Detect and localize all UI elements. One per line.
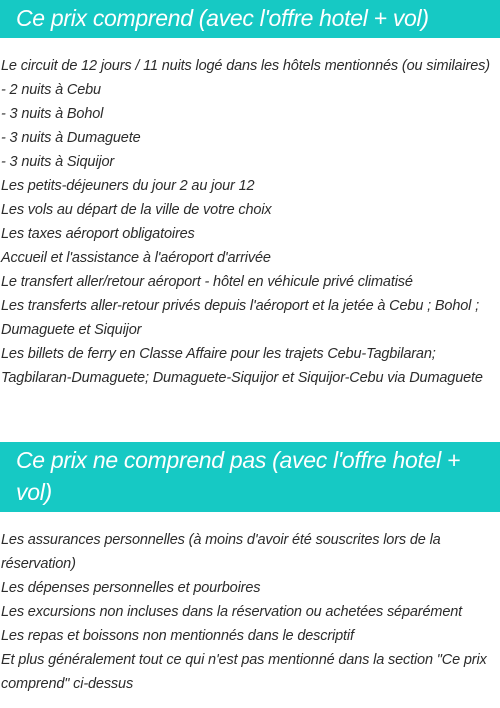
list-item: Les vols au départ de la ville de votre choix <box>1 202 272 218</box>
list-item: - 3 nuits à Dumaguete <box>1 130 141 146</box>
section-included-title: Ce prix comprend (avec l'offre hotel + vol) <box>0 0 500 38</box>
list-item: Le transfert aller/retour aéroport - hôtel en véhicule privé climatisé <box>1 274 413 290</box>
list-item: - 3 nuits à Siquijor <box>1 154 115 170</box>
list-item: Le circuit de 12 jours / 11 nuits logé dans les hôtels mentionnés (ou similaires) <box>1 58 490 74</box>
list-item: Les dépenses personnelles et pourboires <box>1 580 261 596</box>
list-item: Les transferts aller-retour privés depuis l'aéroport et la jetée à Cebu ; Bohol ; Dumaguete et Siquijor <box>1 298 479 338</box>
list-item: Et plus généralement tout ce qui n'est pas mentionné dans la section "Ce prix comprend" ci-dessus <box>1 652 487 692</box>
list-item: Les billets de ferry en Classe Affaire pour les trajets Cebu-Tagbilaran; Tagbilaran-Dumaguete; Dumaguete-Siquijor et Siquijor-Cebu via Dumaguete <box>1 346 483 386</box>
section-spacer <box>0 390 500 442</box>
list-item: Les taxes aéroport obligatoires <box>1 226 195 242</box>
list-item: Les excursions non incluses dans la réservation ou achetées séparément <box>1 604 463 620</box>
list-item: Accueil et l'assistance à l'aéroport d'arrivée <box>1 250 271 266</box>
list-item: Les petits-déjeuners du jour 2 au jour 12 <box>1 178 255 194</box>
included-list <box>0 54 500 390</box>
section-not-included-title: Ce prix ne comprend pas (avec l'offre hotel + vol) <box>0 442 500 512</box>
list-item: - 3 nuits à Bohol <box>1 106 104 122</box>
not-included-list <box>0 528 500 696</box>
list-item: Les assurances personnelles (à moins d'avoir été souscrites lors de la réservation) <box>1 532 441 572</box>
list-item: - 2 nuits à Cebu <box>1 82 101 98</box>
list-item: Les repas et boissons non mentionnés dans le descriptif <box>1 628 354 644</box>
